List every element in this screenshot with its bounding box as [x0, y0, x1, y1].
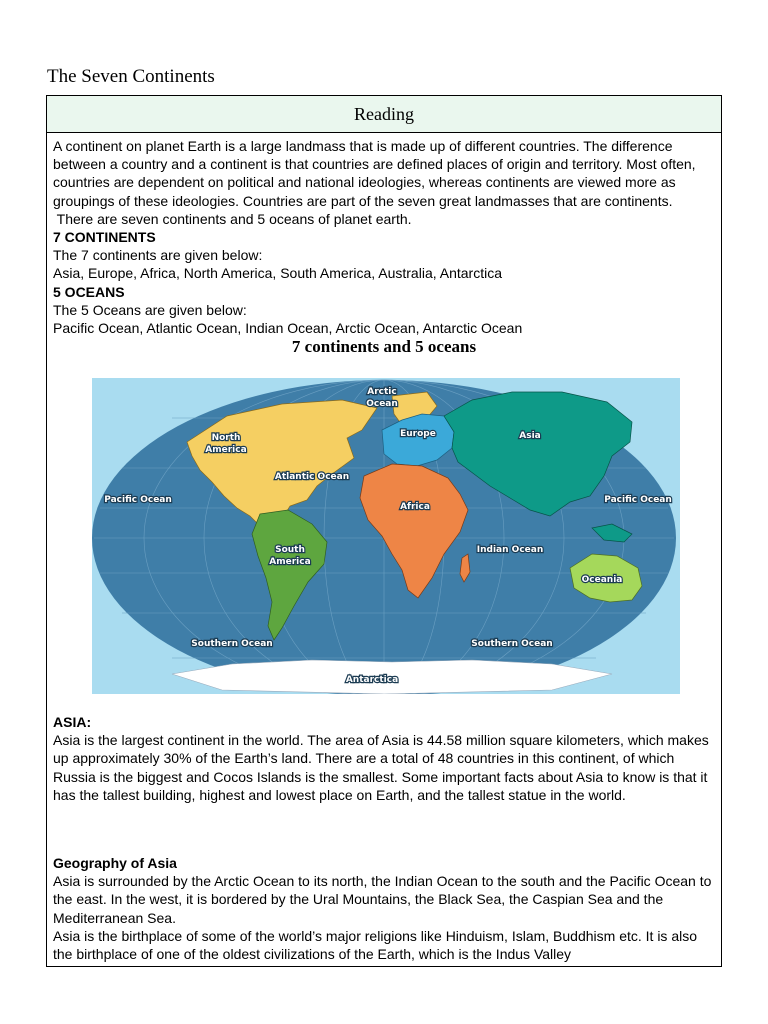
intro-section: [47, 133, 721, 357]
africa-label: Africa: [400, 502, 430, 512]
oceans-heading: 5 OCEANS: [53, 283, 125, 300]
southern-ocean-right-label: Southern Ocean: [471, 639, 553, 649]
section-header: Reading: [47, 96, 721, 133]
geography-paragraph-1: Asia is surrounded by the Arctic Ocean to its north, the Indian Ocean to the south and the Pacific Ocean to the east. In the west, it is bordered by the Ural Mountains, the Black Sea, the Caspian Sea and the Mediterranean Sea.: [53, 873, 712, 926]
oceans-intro: The 5 Oceans are given below:: [53, 301, 247, 318]
north-america-label-2: America: [205, 445, 247, 455]
south-america-label-1: South: [275, 545, 305, 555]
south-america-label-2: America: [269, 557, 311, 567]
geography-section: [53, 854, 717, 963]
oceans-count-line: There are seven continents and 5 oceans of planet earth.: [53, 210, 412, 227]
asia-label: Asia: [519, 431, 541, 441]
continents-list: Asia, Europe, Africa, North America, South America, Australia, Antarctica: [53, 265, 502, 282]
antarctica-label: Antarctica: [345, 675, 399, 685]
asia-heading: ASIA:: [53, 714, 92, 730]
world-map-svg: [92, 378, 680, 694]
asia-section: [53, 713, 717, 804]
reading-frame: [46, 95, 722, 967]
geography-heading: Geography of Asia: [53, 855, 177, 871]
pacific-ocean-left-label: Pacific Ocean: [104, 495, 172, 505]
oceans-list: Pacific Ocean, Atlantic Ocean, Indian Ocean, Arctic Ocean, Antarctic Ocean: [53, 320, 523, 337]
map-title: 7 continents and 5 oceans: [291, 337, 477, 357]
asia-paragraph: Asia is the largest continent in the world. The area of Asia is 44.58 million square kilometers, which makes up approximately 30% of the Earth’s land. There are a total of 48 countries in this continent, of which Russia is the biggest and Cocos Islands is the smallest. Some important facts about Asia to know is that it has the tallest building, highest and lowest place on Earth, and the tallest statue in the world.: [53, 732, 709, 803]
geography-paragraph-2: Asia is the birthplace of some of the world’s major religions like Hinduism, Islam, Buddhism etc. It is also the birthplace of one of the oldest civilizations of the Earth, which is the Indus Valley: [53, 927, 698, 963]
world-map: [92, 378, 680, 694]
north-america-label-1: North: [211, 433, 241, 443]
europe-label: Europe: [400, 429, 436, 439]
arctic-ocean-label-1: Arctic: [367, 387, 397, 397]
oceania-label: Oceania: [581, 575, 623, 585]
continents-heading: 7 CONTINENTS: [53, 229, 156, 246]
intro-paragraph: A continent on planet Earth is a large landmass that is made up of different countries. The difference between a country and a continent is that countries are defined places of origin and territory. Most often, countries are dependent on political and national ideologies, whereas continents are viewed more as groupings of these ideologies. Countries are part of the seven great landmasses that are continents.: [53, 138, 696, 209]
atlantic-ocean-label: Atlantic Ocean: [274, 472, 350, 482]
document-title: The Seven Continents: [47, 66, 215, 87]
continents-intro: The 7 continents are given below:: [53, 247, 263, 264]
indian-ocean-label: Indian Ocean: [476, 545, 544, 555]
arctic-ocean-label-2: Ocean: [366, 399, 398, 409]
southern-ocean-left-label: Southern Ocean: [191, 639, 273, 649]
pacific-ocean-right-label: Pacific Ocean: [604, 495, 672, 505]
